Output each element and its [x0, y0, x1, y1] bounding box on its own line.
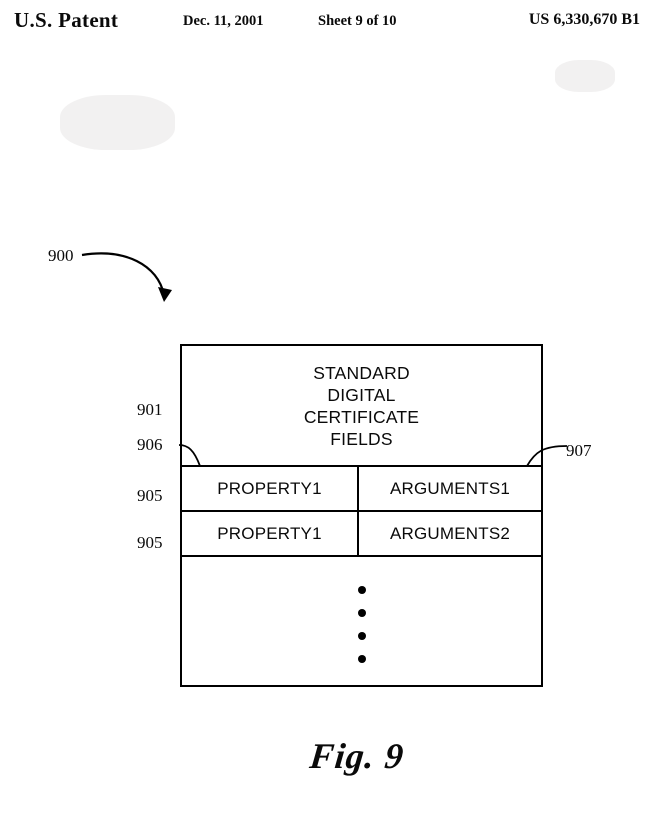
scan-artifact	[60, 95, 175, 150]
reference-905-row2: 905	[137, 533, 163, 552]
figure-caption: Fig. 9	[307, 736, 407, 776]
table-row	[182, 512, 541, 557]
digital-certificate-box	[180, 344, 543, 687]
ellipsis-dot	[358, 586, 366, 594]
reference-905-row1: 905	[137, 486, 163, 505]
ellipsis-dot	[358, 632, 366, 640]
table-row	[182, 467, 541, 512]
patent-office-label: U.S. Patent	[14, 8, 119, 32]
reference-907: 907	[566, 441, 592, 460]
reference-906: 906	[137, 435, 163, 454]
property-cell: PROPERTY1	[182, 512, 359, 555]
arguments-cell: ARGUMENTS1	[389, 478, 511, 498]
leader-line-906	[178, 440, 210, 470]
reference-900: 900	[48, 246, 74, 265]
reference-901: 901	[137, 400, 163, 419]
ellipsis-dot	[358, 609, 366, 617]
vertical-ellipsis-icon	[182, 557, 541, 688]
lead-arrow-900	[80, 240, 190, 315]
arguments-cell: ARGUMENTS2	[389, 523, 511, 543]
ellipsis-dot	[358, 655, 366, 663]
leader-line-907	[525, 440, 569, 470]
sheet-number: Sheet 9 of 10	[318, 13, 397, 29]
certificate-header-text: STANDARD DIGITAL CERTIFICATE FIELDS	[303, 362, 420, 449]
scan-artifact	[555, 60, 615, 92]
patent-number: US 6,330,670 B1	[528, 11, 640, 28]
property-cell: PROPERTY1	[182, 467, 359, 510]
certificate-header-block	[182, 346, 541, 467]
patent-date: Dec. 11, 2001	[183, 13, 264, 29]
